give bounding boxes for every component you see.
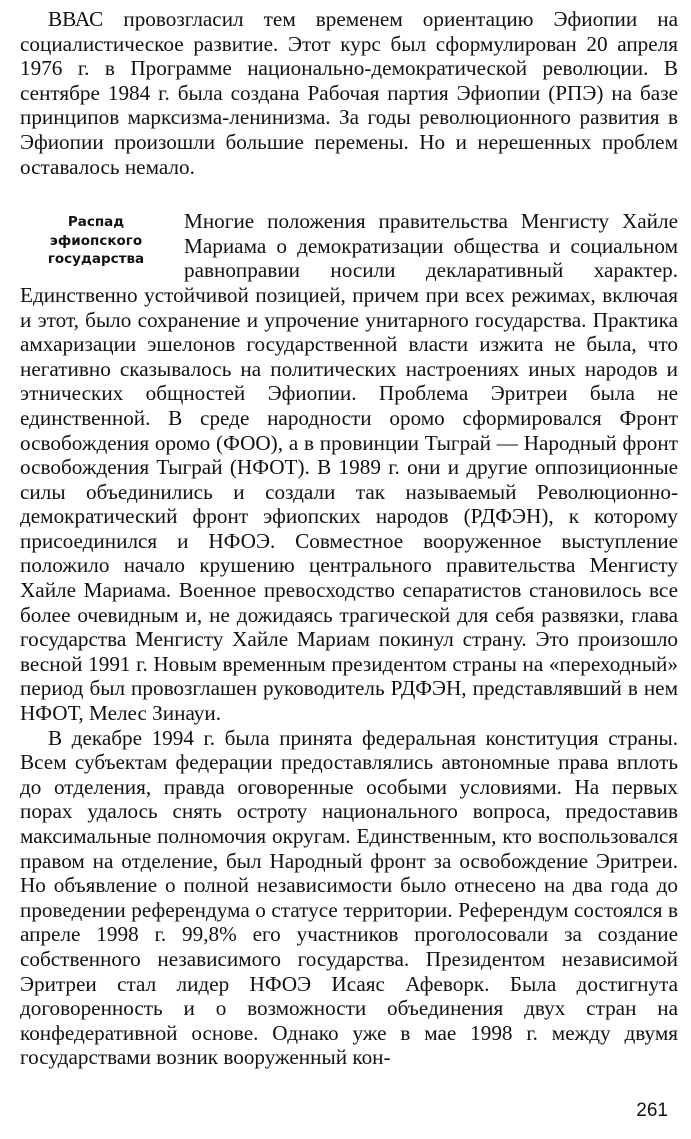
section-paragraph-2: В декабре 1994 г. была принята федеральная конституция страны. Всем субъектам федерации предоставлялись автономные права вплоть до отделения, правда оговоренные особыми условиями. На первых порах удалось снять остроту национального вопроса, предоставив максимальные полномочия округам. Единственным, кто воспользовался правом на отделение, был Народный фронт за освобождение Эритреи. Но объявление о полной независимости было отнесено на два года до проведении референдума о статусе территории. Референдум состоялся в апреле 1998 г. 99,8% его участников проголосовали за создание собственного независимого государства. Президентом независимой Эритреи стал лидер НФОЭ Исаяс Афеворк. Была достигнута договоренность и о возможности объединения двух стран на конфедеративной основе. Однако уже в мае 1998 г. между двумя государствами возник вооруженный кон-	[20, 725, 678, 1070]
section-gap	[20, 179, 678, 209]
page-number: 261	[636, 1100, 668, 1121]
section-paragraph-1: Многие положения правительства Менгисту Хайле Мариама о демократизации общества и социальном равноправии носили декларативный характер. Единственно устойчивой позицией, причем при всех режимах, включая и этот, было сохранение и упрочение унитарного государства. Практика амхаризации эшелонов государственной власти изжита не была, что негативно сказывалось на политических настроениях иных народов и этнических общностей Эфиопии. Проблема Эритреи была не единственной. В среде народности оромо сформировался Фронт освобождения оромо (ФОО), а в провинции Тыграй — Народный фронт освобождения Тыграй (НФОТ). В 1989 г. они и другие оппозиционные силы объединились и создали так называемый Революционно-демократический фронт эфиопских народов (РДФЭН), к которому присоединился и НФОЭ. Совместное вооруженное выступление положило начало крушению центрального правительства Менгисту Хайле Мариама. Военное превосходство сепаратистов становилось все более очевидным и, не дожидаясь трагической для себя развязки, глава государства Менгисту Хайле Мариам покинул страну. Это произошло весной 1991 г. Новым временным президентом страны на «переходный» период был провозглашен руководитель РДФЭН, представлявший в нем НФОТ, Мелес Зинауи.	[20, 209, 678, 726]
intro-paragraph: ВВАС провозгласил тем временем ориентацию Эфиопии на социалистическое развитие. Этот курс был сформулирован 20 апреля 1976 г. в Программе национально-демократической революции. В сентябре 1984 г. была создана Рабочая партия Эфиопии (РПЭ) на базе принципов марксизма-ленинизма. За годы революционного развития в Эфиопии произошли большие перемены. Но и нерешенных проблем оставалось немало.	[20, 7, 678, 179]
page-body	[20, 7, 678, 1070]
section-ethiopia-collapse	[20, 209, 678, 1070]
marginal-heading: Распад эфиопского государства	[47, 214, 145, 268]
